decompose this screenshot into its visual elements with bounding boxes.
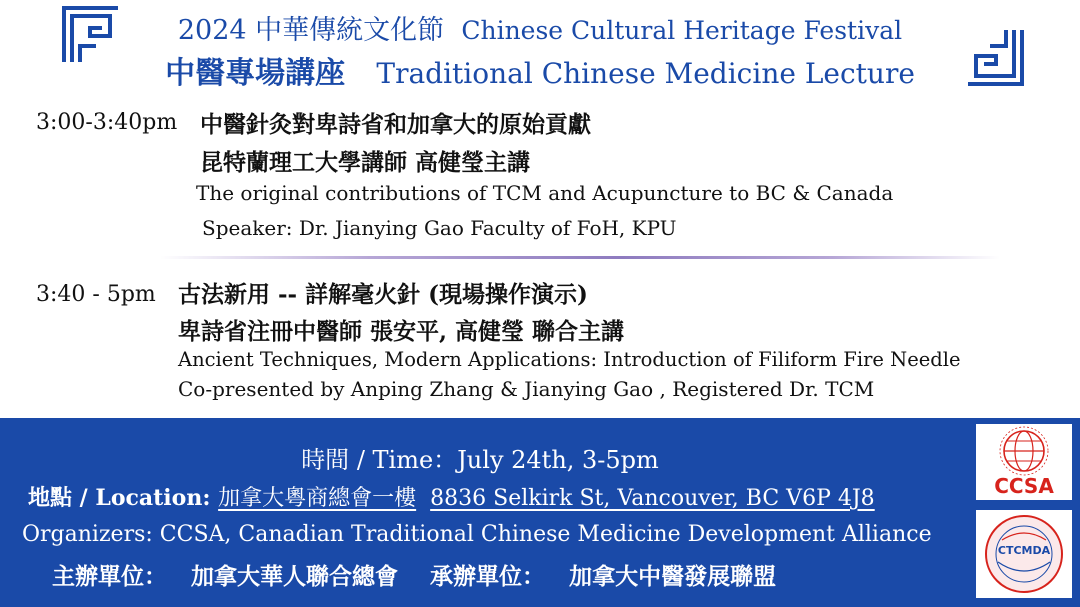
- session-2-speaker-zh: 卑詩省注冊中醫師 張安平, 高健瑩 聯合主講: [178, 318, 625, 345]
- location-label: 地點 / Location:: [28, 485, 219, 511]
- session-1-time: 3:00-3:40pm: [36, 110, 178, 135]
- session-2-speaker-en: Co-presented by Anping Zhang & Jianying Gao , Registered Dr. TCM: [178, 377, 875, 401]
- time-label: 時間 / Time：: [301, 446, 458, 474]
- time-value: July 24th, 3-5pm: [457, 446, 659, 474]
- session-2-title-en: Ancient Techniques, Modern Applications: Introduction of Filiform Fire Needle: [178, 348, 961, 371]
- session-2-title-zh: 古法新用 -- 詳解毫火針 (現場操作演示): [178, 281, 588, 308]
- event-location: [28, 481, 875, 512]
- organizers-en: Organizers: CCSA, Canadian Traditional Chinese Medicine Development Alliance: [22, 522, 932, 547]
- festival-title-zh: 2024 中華傳統文化節: [177, 15, 445, 46]
- lecture-title-zh: 中醫專場講座: [165, 56, 346, 91]
- ccsa-logo-text: CCSA: [994, 474, 1054, 498]
- festival-title-en: Chinese Cultural Heritage Festival: [461, 16, 903, 45]
- event-time: [0, 440, 960, 475]
- session-1-title-zh: 中醫針灸對卑詩省和加拿大的原始貢獻: [200, 111, 591, 138]
- ctcmda-logo: [976, 510, 1072, 598]
- lecture-title-en: Traditional Chinese Medicine Lecture: [376, 57, 915, 90]
- location-address[interactable]: 8836 Selkirk St, Vancouver, BC V6P 4J8: [430, 486, 875, 511]
- globe-icon: [976, 424, 1072, 476]
- session-1-speaker-zh: 昆特蘭理工大學講師 高健瑩主講: [200, 149, 531, 176]
- ccsa-logo: [976, 424, 1072, 500]
- session-1-title-en: The original contributions of TCM and Acupuncture to BC & Canada: [196, 181, 894, 205]
- session-divider: [160, 256, 1000, 259]
- session-2-time: 3:40 - 5pm: [36, 282, 156, 307]
- ctcmda-logo-text: CTCMDA: [997, 544, 1051, 557]
- header-line-2: [0, 48, 1080, 92]
- location-venue-zh[interactable]: 加拿大粵商總會一樓: [218, 486, 417, 511]
- organizers-zh: 主辦單位： 加拿大華人聯合總會 承辦單位： 加拿大中醫發展聯盟: [52, 563, 777, 590]
- session-1-speaker-en: Speaker: Dr. Jianying Gao Faculty of FoH, KPU: [202, 216, 677, 240]
- header-line-1: [0, 8, 1080, 47]
